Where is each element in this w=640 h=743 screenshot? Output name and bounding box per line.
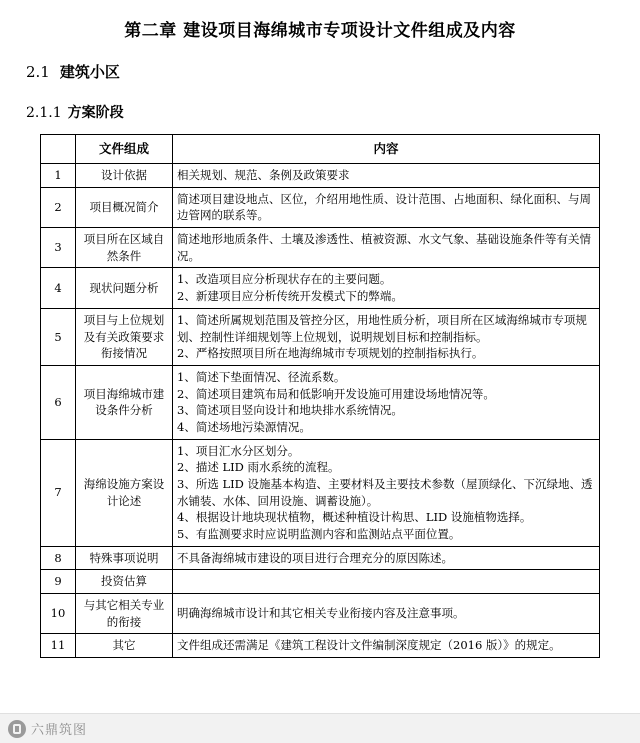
row-component: 与其它相关专业的衔接 [76,593,173,633]
row-content [173,228,600,268]
row-component: 现状问题分析 [76,268,173,308]
row-number: 4 [41,268,76,308]
table-row [41,228,600,268]
section-title: 建筑小区 [59,63,120,81]
column-header-content: 内容 [173,135,600,164]
table-row [41,308,600,365]
row-content-line: 明确海绵城市设计和其它相关专业衔接内容及注意事项。 [177,606,465,621]
row-content-line: 2、简述项目建筑布局和低影响开发设施可用建设场地情况等。 [177,386,495,401]
row-number: 2 [41,187,76,227]
table-row [41,634,600,658]
section-heading [26,61,618,82]
row-content-line: 5、有监测要求时应说明监测内容和监测站点平面位置。 [177,526,461,541]
row-content [173,164,600,188]
row-content [173,365,600,439]
row-number: 11 [41,634,76,658]
row-component: 投资估算 [76,570,173,594]
row-number: 8 [41,546,76,570]
table-header-row [41,135,600,164]
row-content-line: 4、根据设计地块现状植物，概述种植设计构思、LID 设施植物选择。 [177,510,532,525]
row-content-line: 相关规划、规范、条例及政策要求 [177,168,350,183]
row-component: 海绵设施方案设计论述 [76,439,173,546]
table-row [41,570,600,594]
row-number: 1 [41,164,76,188]
row-component: 设计依据 [76,164,173,188]
table-row [41,365,600,439]
row-content [173,593,600,633]
row-content-line: 3、所选 LID 设施基本构造、主要材料及主要技术参数（屋顶绿化、下沉绿地、透水铺装、水体、回用设施、调蓄设施）。 [177,476,593,508]
row-number: 5 [41,308,76,365]
table-row [41,439,600,546]
row-content-line: 3、简述项目竖向设计和地块排水系统情况。 [177,403,403,418]
row-number: 6 [41,365,76,439]
row-content [173,634,600,658]
row-content-line: 文件组成还需满足《建筑工程设计文件编制深度规定（2016 版）》的规定。 [177,638,561,653]
table-row [41,268,600,308]
row-content-line: 4、简述场地污染源情况。 [177,419,311,434]
row-number: 3 [41,228,76,268]
row-content [173,187,600,227]
row-component: 项目所在区域自然条件 [76,228,173,268]
row-content-line: 1、简述所属规划范围及管控分区，用地性质分析，项目所在区域海绵城市专项规划、控制性详细规划等上位规划，说明规划目标和控制指标。 [177,312,587,344]
table-row [41,546,600,570]
table-row [41,593,600,633]
row-content-line: 1、简述下垫面情况、径流系数。 [177,369,346,384]
row-component: 其它 [76,634,173,658]
row-content [173,546,600,570]
row-content-line: 简述项目建设地点、区位，介绍用地性质、设计范围、占地面积、绿化面积、与周边管网的联系等。 [177,191,591,223]
subsection-title: 方案阶段 [67,105,124,121]
row-content-line: 2、新建项目应分析传统开发模式下的弊端。 [177,289,403,304]
row-number: 9 [41,570,76,594]
column-header-number [41,135,76,164]
row-component: 项目与上位规划及有关政策要求衔接情况 [76,308,173,365]
subsection-heading [26,102,618,122]
document-content-table [40,134,600,658]
row-number: 10 [41,593,76,633]
page-title: 第二章 建设项目海绵城市专项设计文件组成及内容 [124,21,516,41]
row-content-line: 2、严格按照项目所在地海绵城市专项规划的控制指标执行。 [177,346,484,361]
column-header-component: 文件组成 [76,135,173,164]
row-content [173,439,600,546]
watermark-label: 六鼎筑图 [31,723,88,738]
row-content [173,308,600,365]
row-content [173,268,600,308]
subsection-number: 2.1.1 [26,105,62,121]
row-number: 7 [41,439,76,546]
watermark-logo-icon [8,720,26,738]
table-row [41,187,600,227]
row-component: 项目概况简介 [76,187,173,227]
watermark-bar [0,713,640,743]
table-row [41,164,600,188]
row-content-line: 不具备海绵城市建设的项目进行合理充分的原因陈述。 [177,550,453,565]
row-content-line: 1、改造项目应分析现状存在的主要问题。 [177,272,392,287]
row-component: 项目海绵城市建设条件分析 [76,365,173,439]
row-content-line: 2、描述 LID 雨水系统的流程。 [177,460,340,475]
row-content-line: 1、项目汇水分区划分。 [177,443,300,458]
row-content-line: 简述地形地质条件、土壤及渗透性、植被资源、水文气象、基础设施条件等有关情况。 [177,232,591,263]
row-content [173,570,600,594]
row-component: 特殊事项说明 [76,546,173,570]
section-number: 2.1 [26,63,50,81]
